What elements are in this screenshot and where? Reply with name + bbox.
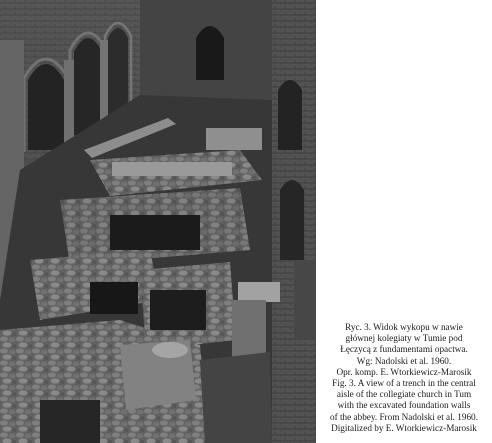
caption-line: głównej kolegiaty w Tumie pod — [345, 333, 463, 344]
caption-line: of the abbey. From Nadolski et al. 1960. — [330, 411, 478, 422]
caption-line: Ryc. 3. Widok wykopu w nawie — [345, 322, 463, 332]
caption-line: Łęczycą z fundamentami opactwa. — [340, 344, 468, 355]
caption-line: Opr. komp. E. Wtorkiewicz-Marosik — [336, 366, 472, 377]
caption-line: Fig. 3. A view of a trench in the central — [332, 378, 476, 389]
caption-line: Wg: Nadolski et al. 1960. — [356, 355, 452, 366]
caption-line: aisle of the collegiate church in Tum — [336, 389, 472, 400]
caption-line: Digitalized by E. Wtorkiewicz-Marosik — [331, 422, 477, 433]
caption-line: with the excavated foundation walls — [337, 400, 471, 411]
figure-caption — [320, 322, 488, 434]
